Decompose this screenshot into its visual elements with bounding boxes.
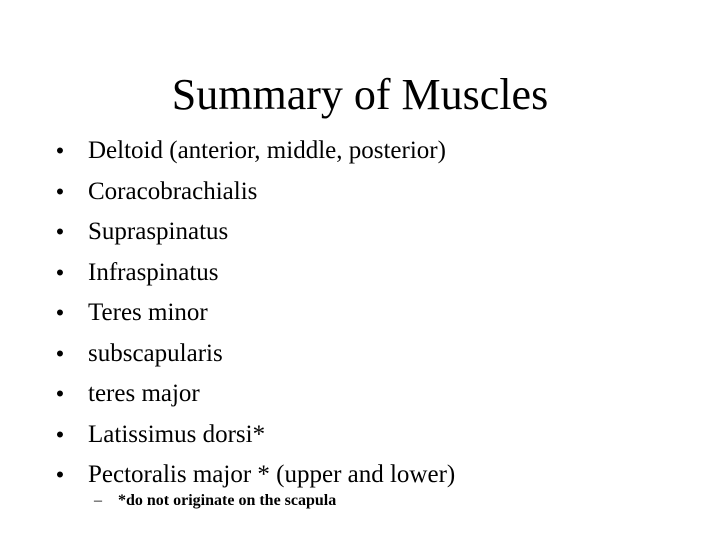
bullet-icon: •: [56, 381, 64, 406]
bullet-icon: •: [56, 340, 64, 366]
bullet-icon: •: [56, 178, 64, 204]
list-item: [0, 293, 720, 334]
list-item: [0, 253, 720, 294]
bullet-icon: •: [56, 421, 64, 447]
list-item: [0, 212, 720, 253]
bullet-text: Infraspinatus: [88, 258, 219, 286]
bullet-text: Supraspinatus: [88, 218, 229, 245]
dash-icon: –: [94, 492, 102, 509]
list-item: [0, 172, 720, 213]
bullet-icon: •: [56, 259, 64, 285]
bullet-text: Deltoid (anterior, middle, posterior): [88, 137, 446, 164]
list-item: [0, 415, 720, 456]
bullet-text: Teres minor: [88, 299, 208, 326]
bullet-text: teres major: [88, 380, 200, 407]
bullet-text: Latissimus dorsi*: [88, 420, 266, 448]
bullet-icon: •: [56, 462, 64, 487]
footnote-text: *do not originate on the scapula: [118, 492, 337, 509]
slide-title: [0, 68, 720, 122]
bullet-text: Pectoralis major * (upper and lower): [88, 461, 456, 488]
slide-title-text: Summary of Muscles: [171, 70, 549, 119]
bullet-icon: •: [56, 138, 64, 163]
bullet-text: subscapularis: [88, 339, 223, 367]
bullet-text: Coracobrachialis: [88, 177, 258, 205]
list-item: [0, 131, 720, 172]
list-item: [0, 374, 720, 415]
list-item: [0, 334, 720, 375]
bullet-icon: •: [56, 300, 64, 325]
bullet-icon: •: [56, 219, 64, 244]
bullet-list: [0, 131, 720, 496]
sub-bullet-note: [0, 486, 720, 516]
